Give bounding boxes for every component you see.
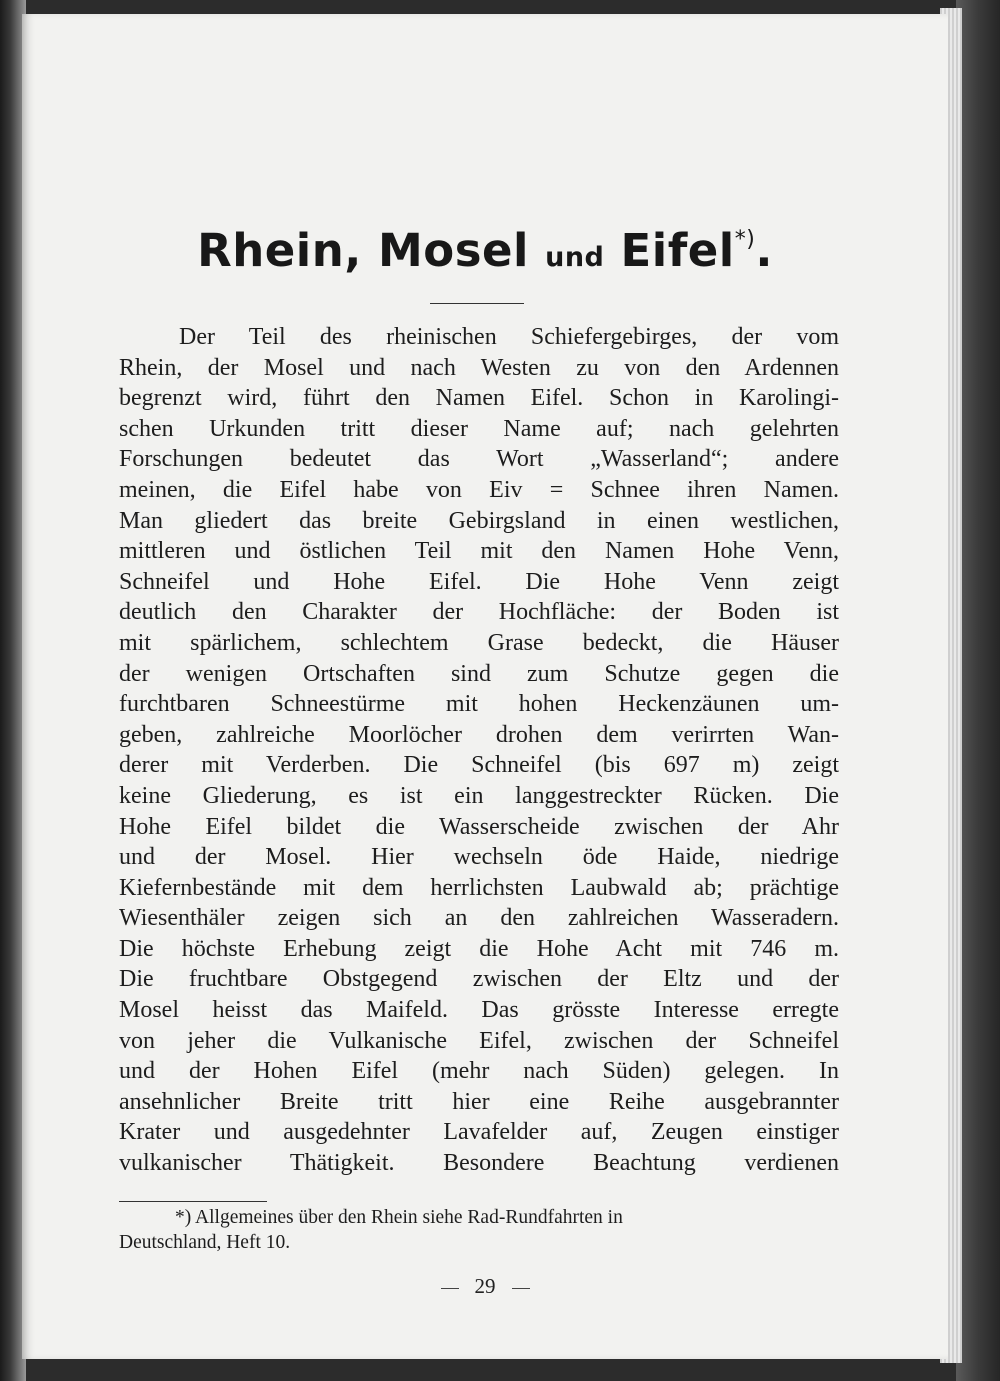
text-line: und der Hohen Eifel (mehr nach Süden) gelegen. In [119,1058,839,1085]
title-period: . [755,224,773,277]
text-line: ansehnlicher Breite tritt hier eine Reihe ausgebrannter [119,1088,839,1115]
text-line: Wiesenthäler zeigen sich an den zahlreichen Wasseradern. [119,905,839,932]
text-line: der wenigen Ortschaften sind zum Schutze gegen die [119,660,839,687]
text-line: von jeher die Vulkanische Eifel, zwischen der Schneifel [119,1027,839,1054]
text-line: mittleren und östlichen Teil mit den Namen Hohe Venn, [119,538,839,565]
text-line: derer mit Verderben. Die Schneifel (bis 697 m) zeigt [119,752,839,779]
text-line: meinen, die Eifel habe von Eiv = Schnee ihren Namen. [119,476,839,503]
footnote-line: *) Allgemeines über den Rhein siehe Rad-Rundfahrten in [175,1207,623,1228]
text-line: Mosel heisst das Maifeld. Das grösste Interesse erregte [119,997,839,1024]
title-rhein-mosel: Rhein, Mosel [197,224,529,277]
text-line: Der Teil des rheinischen Schiefergebirges, der vom [179,324,839,350]
text-line: mit spärlichem, schlechtem Grase bedeckt, die Häuser [119,629,839,656]
text-line: Forschungen bedeutet das Wort „Wasserland“; andere [119,446,839,473]
text-line: Schneifel und Hohe Eifel. Die Hohe Venn zeigt [119,568,839,595]
page-title [22,224,948,277]
text-line: keine Gliederung, es ist ein langgestreckter Rücken. Die [119,782,839,809]
text-line: vulkanischer Thätigkeit. Besondere Beachtung verdienen [119,1150,839,1177]
text-line: Rhein, der Mosel und nach Westen zu von den Ardennen [119,354,839,381]
text-line: Krater und ausgedehnter Lavafelder auf, Zeugen einstiger [119,1119,839,1146]
text-line: begrenzt wird, führt den Namen Eifel. Schon in Karolingi- [119,385,839,412]
folio-dash-left [441,1288,459,1289]
title-divider [430,303,524,304]
text-line: geben, zahlreiche Moorlöcher drohen dem verirrten Wan- [119,721,839,748]
footnote [119,1205,819,1255]
title-eifel: Eifel [620,224,735,277]
folio-dash-right [512,1288,530,1289]
text-line: deutlich den Charakter der Hochfläche: der Boden ist [119,599,839,626]
title-und: und [545,242,605,273]
text-line: Kiefernbestände mit dem herrlichsten Laubwald ab; prächtige [119,874,839,901]
book-page [22,14,948,1359]
text-line: Hohe Eifel bildet die Wasserscheide zwischen der Ahr [119,813,839,840]
page-number: 29 [474,1274,496,1298]
footnote-line: Deutschland, Heft 10. [119,1232,291,1253]
book-cover-edge [956,0,1000,1381]
text-line: furchtbaren Schneestürme mit hohen Heckenzäunen um- [119,691,839,718]
page-number-area [22,1274,948,1299]
text-line: schen Urkunden tritt dieser Name auf; nach gelehrten [119,415,839,442]
text-line: Die fruchtbare Obstgegend zwischen der Eltz und der [119,966,839,993]
footnote-divider [119,1201,267,1202]
text-line: Die höchste Erhebung zeigt die Hohe Acht mit 746 m. [119,935,839,962]
text-line: Man gliedert das breite Gebirgsland in einen westlichen, [119,507,839,534]
text-line: und der Mosel. Hier wechseln öde Haide, niedrige [119,844,839,871]
title-footnote-marker: *) [734,227,756,252]
body-paragraph [119,322,839,1179]
